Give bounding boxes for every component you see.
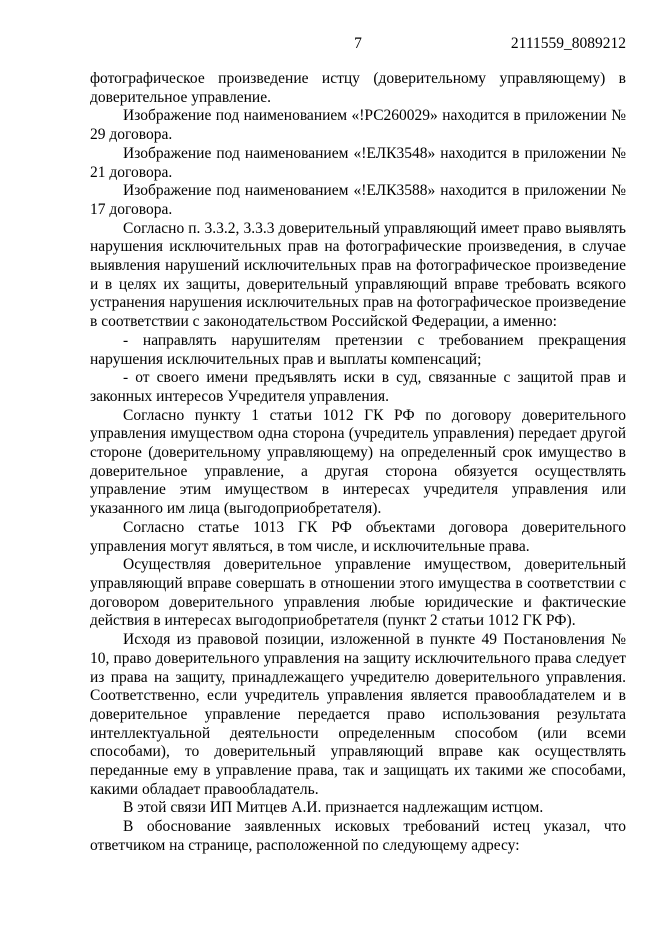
paragraph-list-item-lawsuits: - от своего имени предъявлять иски в суд, связанные с защитой прав и законных интересов Учредителя управления. xyxy=(90,369,626,405)
page-content xyxy=(90,34,626,856)
paragraph-article-1012: Согласно пункту 1 статьи 1012 ГК РФ по договору доверительного управления имуществом одна сторона (учредитель управления) передает другой стороне (доверительному управляющему) на определенный срок имущество в доверительное управление, а другая сторона обязуется осуществлять управление этим имуществом в интересах учредителя управления или указанного им лица (выгодоприобретателя). xyxy=(90,406,626,518)
paragraph-continuation: фотографическое произведение истцу (доверительному управляющему) в доверительное управление. xyxy=(90,70,626,106)
paragraph-resolution-49: Исходя из правовой позиции, изложенной в пункте 49 Постановления № 10, право доверительного управления на защиту исключительного права следует из права на защиту, принадлежащего учредителю доверительного управления. Соответственно, если учредитель управления является правообладателем и в доверительное управление передается право использования результата интеллектуальной деятельности определенным способом (или всеми способами), то доверительный управляющий вправе как осуществлять переданные ему в управление права, так и защищать их такими же способами, какими обладает правообладатель. xyxy=(90,631,626,798)
paragraph-article-1012-p2: Осуществляя доверительное управление имуществом, доверительный управляющий вправе совершать в отношении этого имущества в соответствии с договором доверительного управления любые юридические и фактические действия в интересах выгодоприобретателя (пункт 2 статьи 1012 ГК РФ). xyxy=(90,556,626,630)
paragraph-proper-plaintiff: В этой связи ИП Митцев А.И. признается надлежащим истцом. xyxy=(123,799,544,817)
paragraph-list-item-claims: - направлять нарушителям претензии с требованием прекращения нарушения исключительных прав и выплаты компенсаций; xyxy=(90,331,626,368)
paragraph-clause-332-333: Согласно п. 3.3.2, 3.3.3 доверительный управляющий имеет право выявлять нарушения исключительных прав на фотографические произведения, в случае выявления нарушений исключительных прав на фотографическое произведение и в целях их защиты, доверительный управляющий вправе требовать всякого устранения нарушения исключительных прав на фотографическое произведение в соответствии с законодательством Российской Федерации, а именно: xyxy=(90,219,626,331)
page-header xyxy=(90,34,626,53)
paragraph-article-1013: Согласно статье 1013 ГК РФ объектами договора доверительного управления могут являться, в том числе, и исключительные права. xyxy=(90,518,626,555)
paragraph-image-21: Изображение под наименованием «!ЕЛК3548» находится в приложении № 21 договора. xyxy=(90,144,626,181)
page-number: 7 xyxy=(354,35,362,52)
document-body xyxy=(90,70,626,856)
paragraph-claim-basis: В обоснование заявленных исковых требований истец указал, что ответчиком на странице, расположенной по следующему адресу: xyxy=(90,818,626,854)
paragraph-image-29: Изображение под наименованием «!РС260029» находится в приложении № 29 договора. xyxy=(90,107,626,144)
document-number: 2111559_8089212 xyxy=(510,35,626,52)
paragraph-image-17: Изображение под наименованием «!ЕЛК3588» находится в приложении № 17 договора. xyxy=(90,182,626,218)
